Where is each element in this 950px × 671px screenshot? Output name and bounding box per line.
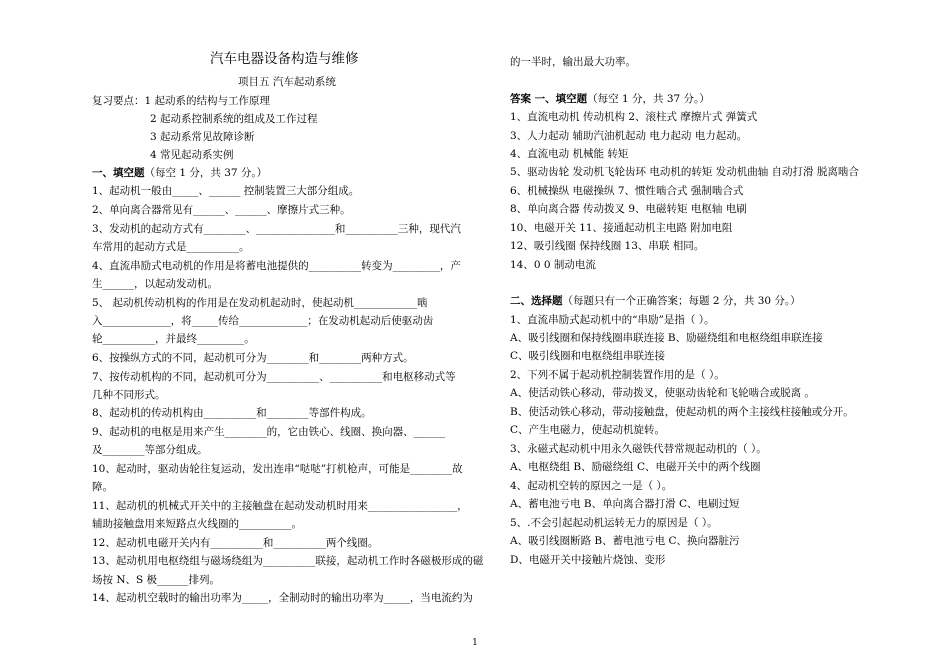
fill-item-9: 9、起动机的电枢是用来产生________的，它由铁心、线圈、换向器、______ <box>92 426 446 438</box>
fill-item-13: 13、起动机用电枢绕组与磁场绕组为__________联接，起动机工作时各磁极形成的磁 <box>92 555 484 567</box>
choice-q2-b: B、使活动铁心移动，带动接触盘，使起动机的两个主接线柱接触或分开。 <box>510 406 854 418</box>
fill-item-7-cont: 几种不同形式。 <box>92 389 166 401</box>
fill-item-9-cont: 及________等部分组成。 <box>92 444 208 456</box>
answer-line-2: 3、人力起动 辅助汽油机起动 电力起动 电力起动。 <box>510 130 748 142</box>
page-number: 1 <box>472 638 478 648</box>
answer-line-5: 6、机械操纵 电磁操纵 7、惯性啮合式 强制啮合式 <box>510 185 744 197</box>
fill-heading-note: （每空 1 分，共 37 分。） <box>144 167 268 179</box>
fill-item-11-cont: 辅助接触盘用来短路点火线圈的__________。 <box>92 518 302 530</box>
answer-line-7: 10、电磁开关 11、接通起动机主电路 附加电阻 <box>510 222 733 234</box>
fill-item-3: 3、发动机的起动方式有________、_______________和__________三种，现代汽 <box>92 223 461 235</box>
answer-line-8: 12、吸引线圈 保持线圈 13、串联 相同。 <box>510 240 705 252</box>
review-point-4: 4 常见起动系实例 <box>150 149 234 161</box>
fill-item-14: 14、起动机空载时的输出功率为_____，全制动时的输出功率为_____，当电流约为 <box>92 592 473 604</box>
fill-item-8: 8、起动机的传动机构由__________和________等部件构成。 <box>92 407 372 419</box>
choice-heading-note: （每题只有一个正确答案；每题 2 分，共 30 分。） <box>562 295 801 307</box>
fill-item-5-cont-b: 轮__________，并最终_________。 <box>92 333 255 345</box>
fill-item-7: 7、按传动机构的不同，起动机可分为__________、__________和电枢移动式等 <box>92 371 456 383</box>
document-title: 汽车电器设备构造与维修 <box>210 51 359 67</box>
answer-line-9: 14、0 0 制动电流 <box>510 259 596 271</box>
fill-item-12: 12、起动机电磁开关内有__________和__________两个线圈。 <box>92 537 379 549</box>
choice-heading-label: 二、选择题 <box>510 295 563 307</box>
choice-q3: 3、永磁式起动机中用永久磁铁代替常规起动机的（ ）。 <box>510 443 767 455</box>
choice-q1-ab: A、吸引线圈和保持线圈串联连接 B、励磁绕组和电枢绕组串联连接 <box>510 332 823 344</box>
answer-line-3: 4、直流电动 机械能 转矩 <box>510 148 629 160</box>
answers-heading-label: 答案 一、填空题 <box>510 93 588 105</box>
fill-item-6: 6、按操纵方式的不同，起动机可分为________和________两种方式。 <box>92 352 414 364</box>
choice-q1-c: C、吸引线圈和电枢绕组串联连接 <box>510 350 666 362</box>
choice-q2-c: C、产生电磁力，使起动机旋转。 <box>510 424 666 436</box>
choice-q5-abc: A、吸引线圈断路 B、蓄电池亏电 C、换向器脏污 <box>510 535 740 547</box>
fill-item-4-cont: 生______，以起动发动机。 <box>92 278 218 290</box>
answer-line-6: 8、单向离合器 传动拨叉 9、电磁转矩 电枢轴 电刷 <box>510 203 747 215</box>
fill-item-11: 11、起动机的机械式开关中的主接触盘在起动发动机时用来_________________， <box>92 500 468 512</box>
fill-item-1: 1、起动机一般由_____、______ 控制装置三大部分组成。 <box>92 185 360 197</box>
fill-heading <box>92 166 267 180</box>
review-point-2: 2 起动系控制系统的组成及工作过程 <box>150 113 318 125</box>
review-points-label: 复习要点：1 起动系的结构与工作原理 <box>92 95 271 107</box>
choice-q2-a: A、使活动铁心移动，带动拨叉，使驱动齿轮和飞轮啮合或脱离 。 <box>510 387 815 399</box>
document-subtitle: 项目五 汽车起动系统 <box>238 76 336 88</box>
fill-item-2: 2、单向离合器常见有______、______、摩擦片式三种。 <box>92 204 351 216</box>
fill-item-10: 10、起动时，驱动齿轮往复运动，发出连串“哒哒”打机枪声，可能是________故 <box>92 463 463 475</box>
review-point-3: 3 起动系常见故障诊断 <box>150 131 255 143</box>
choice-q1: 1、直流串励式起动机中的“串励”是指（ ）。 <box>510 314 715 326</box>
choice-q4: 4、起动机空转的原因之一是（ ）。 <box>510 480 673 492</box>
choice-q4-options: A、蓄电池亏电 B、单向离合器打滑 C、电刷过短 <box>510 498 740 510</box>
fill-item-10-cont: 障。 <box>92 481 113 493</box>
answer-line-1: 1、直流电动机 传动机构 2、滚柱式 摩擦片式 弹簧式 <box>510 111 758 123</box>
answers-heading <box>510 92 710 106</box>
fill-heading-label: 一、填空题 <box>92 167 145 179</box>
fill-item-13-cont: 场按 N、S 极______排列。 <box>92 574 221 586</box>
choice-q2: 2、下列不属于起动机控制装置作用的是（ ）。 <box>510 369 725 381</box>
fill-item-5: 5、 起动机传动机构的作用是在发动机起动时，使起动机____________啮 <box>92 297 428 309</box>
fill-item-5-cont-a: 入_____________，将_____传给_____________；在发动机起动后使驱动齿 <box>92 315 434 327</box>
fill-item-4: 4、直流串励式电动机的作用是将蓄电池提供的__________转变为_________，产 <box>92 260 461 272</box>
choice-q5: 5、.不会引起起动机运转无力的原因是（ ）。 <box>510 517 718 529</box>
fill-item-14-cont: 的一半时，输出最大功率。 <box>510 56 636 68</box>
answer-line-4: 5、驱动齿轮 发动机飞轮齿环 电动机的转矩 发动机曲轴 自动打滑 脱离啮合 <box>510 166 859 178</box>
choice-heading <box>510 294 801 308</box>
choice-q5-d: D、电磁开关中接触片烧蚀、变形 <box>510 554 666 566</box>
choice-q3-options: A、电枢绕组 B、励磁绕组 C、电磁开关中的两个线圈 <box>510 461 761 473</box>
answers-heading-note: （每空 1 分，共 37 分。） <box>587 93 710 105</box>
fill-item-3-cont: 车常用的起动方式是__________。 <box>92 241 250 253</box>
